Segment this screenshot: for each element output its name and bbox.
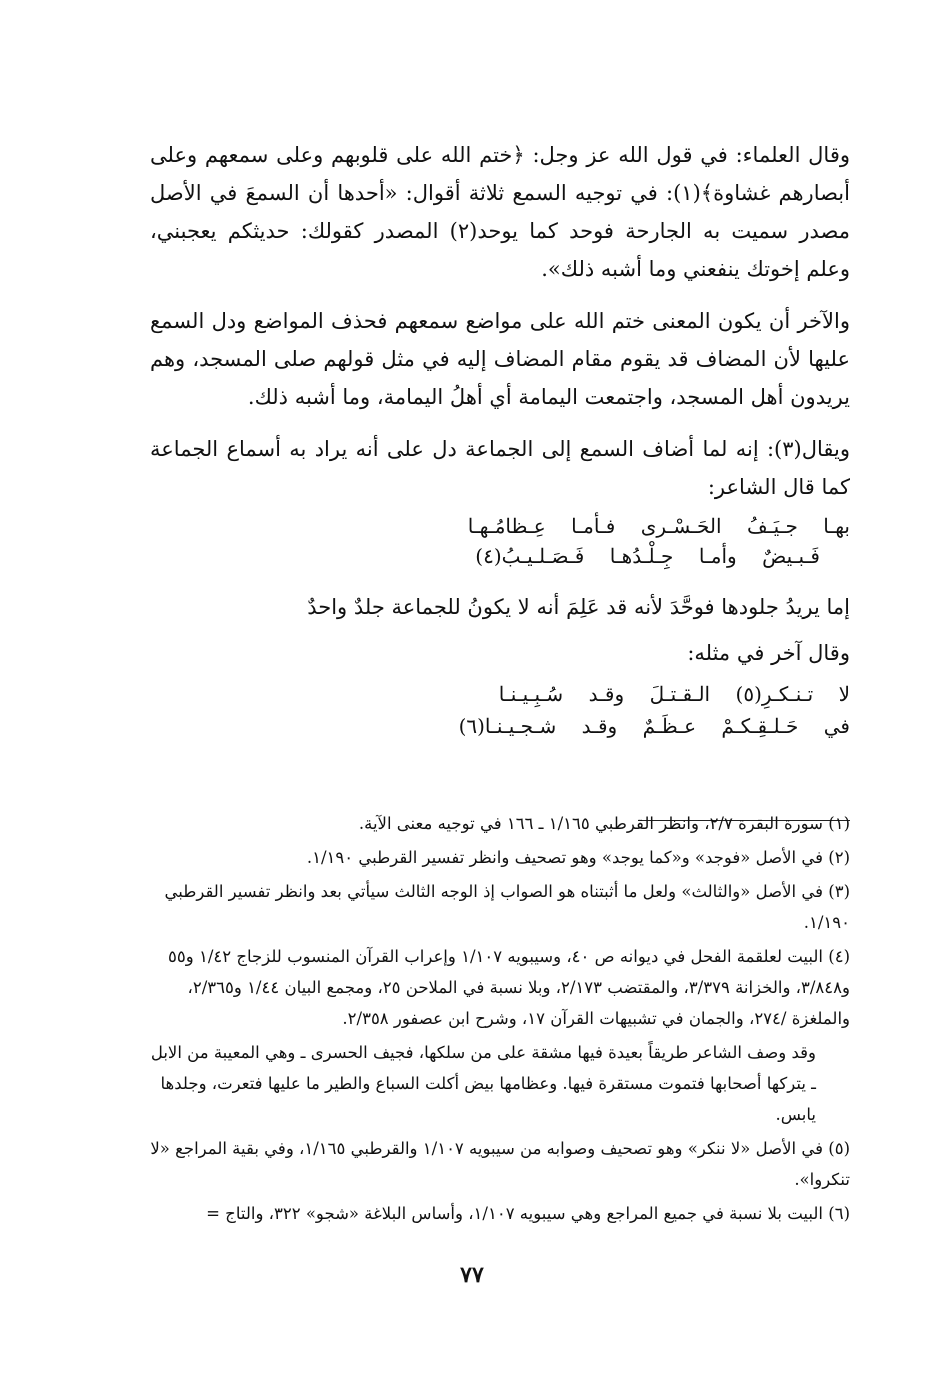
paragraph-5: وقال آخر في مثله: (687, 641, 850, 665)
verse-2-first-line: لا تـنـكـرِ(٥) الـقـتـلَ وقـد سُـبِـيـنـا (498, 682, 850, 706)
footnote-6: (٦) البيت بلا نسبة في جميع المراجع وهي سيبويه ١/١٠٧، وأساس البلاغة «شجو» ٣٢٢، والتاج = (206, 1204, 850, 1223)
page-number: ٧٧ (460, 1262, 484, 1288)
paragraph-2: والآخر أن يكون المعنى ختم الله على مواضع سمعهم فحذف المواضع ودل السمع عليها لأن المضاف قد يقوم مقام المضاف إليه في مثل قولهم صلى المسجد، وهم يريدون أهل المسجد، واجتمعت اليمامة أي أهلُ اليمامة، وما أشبه ذلك. (150, 309, 850, 409)
verse-2-second-line: في حَـلـقِـكـمْ عـظَـمٌ وقـد شـجـيـنـا(٦) (458, 714, 850, 738)
footnote-4: (٤) البيت لعلقمة الفحل في ديوانه ص ٤٠، وسيبويه ١/١٠٧ وإعراب القرآن المنسوب للزجاج ١/٤٢ و٥٥ و٣/٨٤٨، والخزانة ٣/٣٧٩، والمقتضب ٢/١٧٣، وبلا نسبة في الملاحن ٢٥، ومجمع البيان ١/٤٤ و٢/٣٦٥، والملغزة /٢٧٤، والجمان في تشبيهات القرآن ١٧، وشرح ابن عصفور ٢/٣٥٨. (168, 947, 850, 1028)
verse-1-first-hemistich: بهـا جـيَـفُ الحَـسْـرى فـأمـا عِـظامُـهـا (467, 514, 850, 538)
verse-1 (150, 514, 850, 578)
main-text (150, 136, 850, 756)
footnote-1: (١) سورة البقرة ٢/٧، وانظر القرطبي ١/١٦٥ ـ ١٦٦ في توجيه معنى الآية. (358, 814, 850, 833)
paragraph-3: ويقال(٣): إنه لما أضاف السمع إلى الجماعة دل على أنه يراد به أسماع الجماعة كما قال الشاعر: (150, 437, 850, 499)
footnote-4-commentary: وقد وصف الشاعر طريقاً بعيدة فيها مشقة على من سلكها، فجيف الحسرى ـ وهي المعيبة من الابل ـ يتركها أصحابها فتموت مستقرة فيها. وعظامها بيض أكلت السباع والطير ما عليها فتعرت، وجلدها يابس. (150, 1043, 816, 1124)
verse-2 (150, 676, 850, 748)
footnote-3: (٣) في الأصل «والثالث» ولعل ما أثبتناه هو الصواب إذ الوجه الثالث سيأتي بعد وانظر تفسير القرطبي ١/١٩٠. (164, 882, 850, 932)
verse-1-second-hemistich: فَـبـيضٌ وأمـا جِـلْـدُهـا فَـصَـلـيـبُ(٤) (475, 544, 820, 568)
footnote-2: (٢) في الأصل «فوجد» و«كما يوجد» وهو تصحيف وانظر تفسير القرطبي ١/١٩٠. (306, 848, 850, 867)
footnotes (150, 808, 850, 1232)
paragraph-1: وقال العلماء: في قول الله عز وجل: ﴿ختم الله على قلوبهم وعلى سمعهم وعلى أبصارهم غشاوة﴾(١): في توجيه السمع ثلاثة أقوال: «أحدها أن السمعَ في الأصل مصدر سميت به الجارحة فوحد كما يوحد(٢) المصدر كقولك: حديثكم يعجبني، وعلم إخوتك ينفعني وما أشبه ذلك». (150, 143, 850, 281)
paragraph-4: إما يريدُ جلودها فوحَّدَ لأنه قد عَلِمَ أنه لا يكونُ للجماعة جلدٌ واحدٌ (307, 595, 850, 619)
footnote-5: (٥) في الأصل «لا ننكر» وهو تصحيف وصوابه من سيبويه ١/١٠٧ والقرطبي ١/١٦٥، وفي بقية المراجع «لا تنكروا». (150, 1139, 850, 1189)
